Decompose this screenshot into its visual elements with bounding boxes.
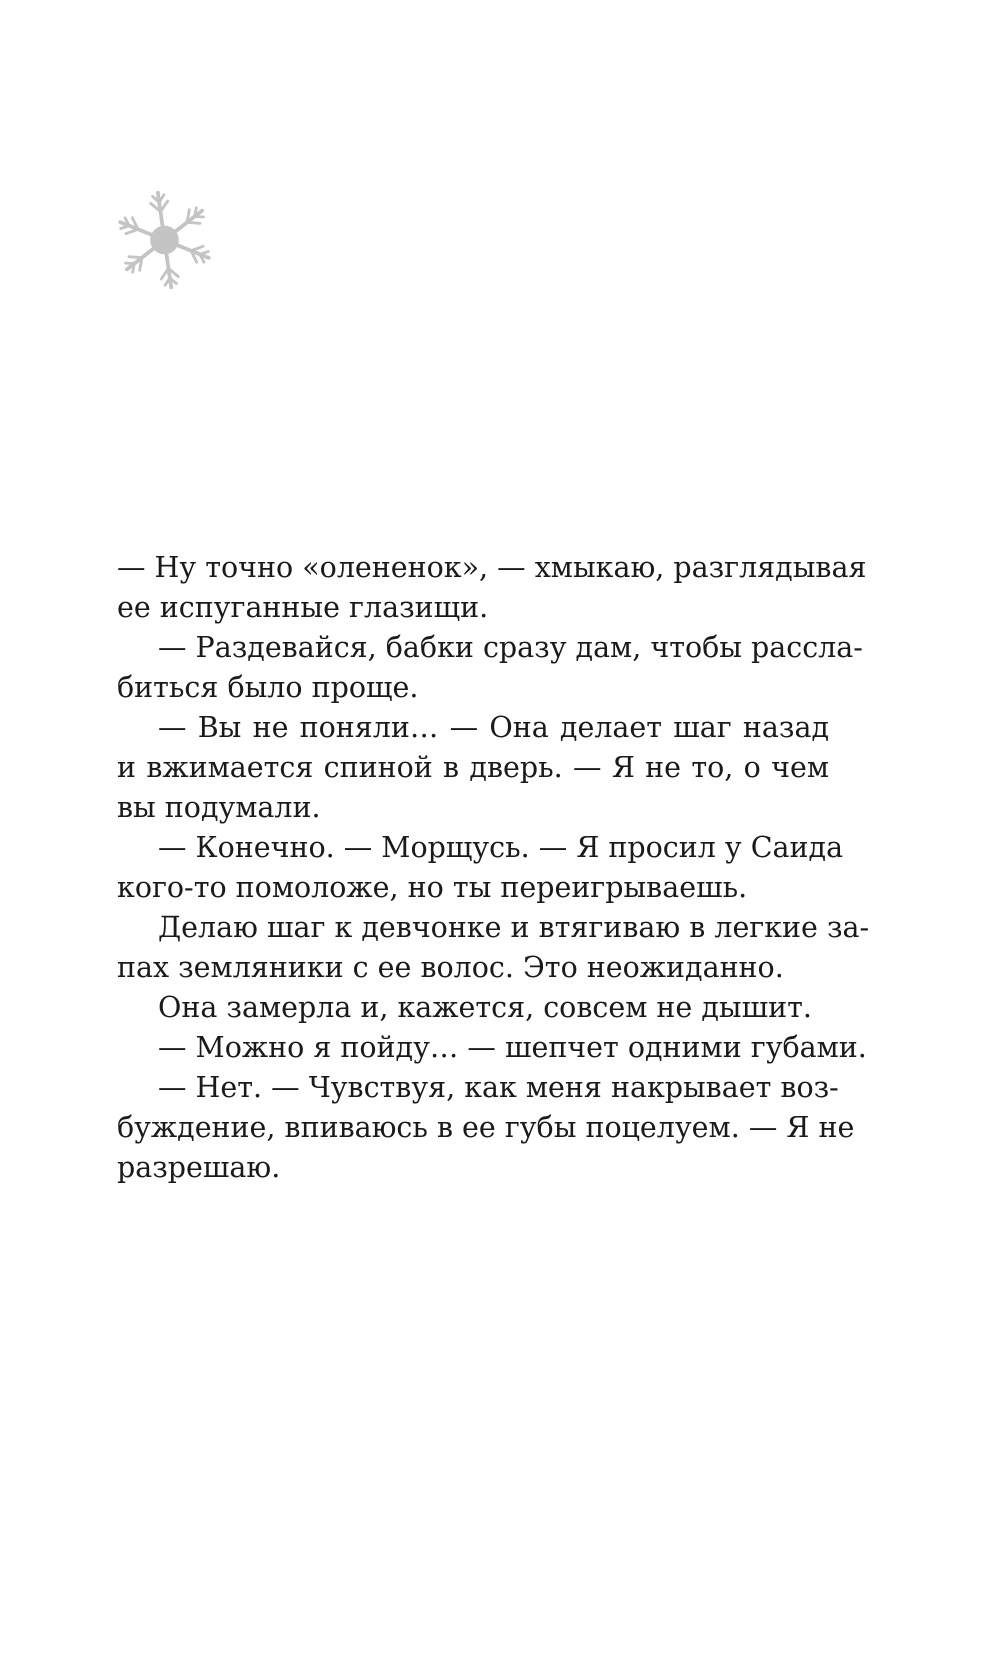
text-line: биться было проще. <box>117 671 419 704</box>
text-line: — Ну точно «олененок», — хмыкаю, разглядывая <box>117 551 867 584</box>
body-text <box>117 548 870 1188</box>
text-line: буждение, впиваюсь в ее губы поцелуем. — Я не <box>117 1111 855 1144</box>
text-line: кого-то помоложе, но ты переигрываешь. <box>117 871 748 904</box>
text-line: — Конечно. — Морщусь. — Я просил у Саида <box>158 831 844 864</box>
snowflake-icon <box>112 185 217 295</box>
text-line: ее испуганные глазищи. <box>117 591 489 624</box>
text-line: Делаю шаг к девчонке и втягиваю в легкие за- <box>158 911 870 944</box>
text-line: — Можно я пойду… — шепчет одними губами. <box>158 1031 867 1064</box>
text-line: и вжимается спиной в дверь. — Я не то, о чем <box>117 751 829 784</box>
text-line: Она замерла и, кажется, совсем не дышит. <box>158 991 812 1024</box>
text-line: — Нет. — Чувствуя, как меня накрывает воз- <box>158 1071 839 1104</box>
text-line: вы подумали. <box>117 791 321 824</box>
text-line: пах земляники с ее волос. Это неожиданно. <box>117 951 784 984</box>
text-line: — Вы не поняли… — Она делает шаг назад <box>158 711 829 744</box>
text-line: разрешаю. <box>117 1151 281 1184</box>
text-line: — Раздевайся, бабки сразу дам, чтобы рассла- <box>158 631 863 664</box>
